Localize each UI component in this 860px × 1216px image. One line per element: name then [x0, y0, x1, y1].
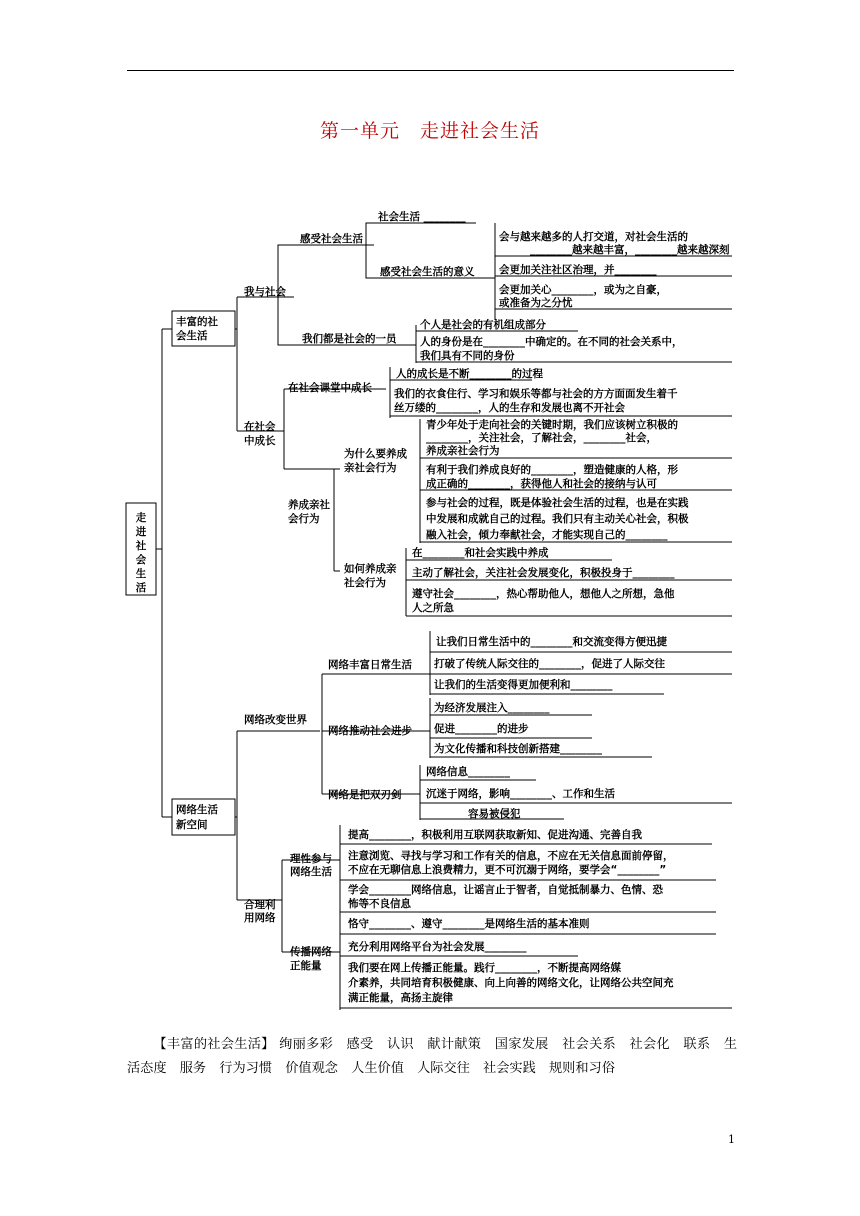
topic-label-yiyuan: 我们都是社会的一员	[302, 333, 397, 345]
chuanbo-item-2c: 满正能量，高扬主旋律	[348, 992, 453, 1004]
topic-label-fengfu: 网络丰富日常生活	[328, 659, 412, 671]
why-item-1b: ________，关注社会，了解社会，________社会，	[426, 432, 657, 444]
why-item-1a: 青少年处于走向社会的关键时期，我们应该树立积极的	[426, 419, 678, 431]
how-item-3a: 遵守社会________，热心帮助他人，想他人之所想，急他	[412, 588, 675, 600]
why-item-2a: 有利于我们养成良好的________，塑造健康的人格，形	[426, 464, 678, 476]
sub-label-heli-2: 用网络	[244, 912, 276, 924]
why-item-3a: 参与社会的过程，既是体验社会生活的过程，也是在实践	[426, 497, 689, 509]
ketang-item-2b: 丝万缕的________，人的生存和发展也离不开社会	[394, 402, 625, 414]
lixing-item-2a: 注意浏览、寻找与学习和工作有关的信息，不应在无关信息面前停留，	[348, 850, 674, 862]
branch1-label-line2: 会生活	[176, 330, 208, 342]
word-bank	[127, 1033, 737, 1081]
yiyuan-item-1: 个人是社会的有机组成部分	[420, 319, 546, 331]
why-label-1: 为什么要养成	[344, 448, 407, 460]
sub-label-zai-shehui-2: 中成长	[244, 435, 276, 447]
word-bank-label: 【丰富的社会生活】	[153, 1037, 275, 1052]
topic-label-tuidong: 网络推动社会进步	[328, 725, 412, 737]
fengfu-item-2: 打破了传统人际交往的________，促进了人际交往	[434, 658, 665, 670]
tuidong-item-2: 促进________的进步	[434, 723, 529, 735]
page-title: 第一单元 走进社会生活	[319, 120, 540, 142]
page-number: 1	[728, 1133, 735, 1146]
sub-label-heli-1: 合理利	[244, 899, 276, 911]
topic-label-yangcheng-2: 会行为	[288, 513, 320, 525]
yiyuan-item-2b: 我们具有不同的身份	[420, 350, 515, 362]
why-label-2: 亲社会行为	[344, 462, 397, 474]
chuanbo-item-2b: 介素养，共同培育积极健康、向上向善的网络文化，让网络公共空间充	[348, 977, 674, 989]
topic-label-chuanbo-1: 传播网络	[290, 946, 332, 958]
meaning-item-3a: 会更加关心________，或为之自豪，	[499, 284, 667, 296]
topic-label-yangcheng-1: 养成亲社	[288, 499, 330, 511]
how-item-2: 主动了解社会，关注社会发展变化，积极投身于________	[412, 567, 675, 579]
ketang-item-1: 人的成长是不断________的过程	[396, 368, 543, 380]
branch2-label-line2: 新空间	[176, 819, 208, 831]
chuanbo-item-1: 充分利用网络平台为社会发展________	[348, 941, 527, 953]
fengfu-item-3: 让我们的生活变得更加便利和________	[434, 679, 613, 691]
ketang-item-2a: 我们的衣食住行、学习和娱乐等都与社会的方方面面发生着千	[394, 388, 678, 400]
sub-label-gaibian: 网络改变世界	[244, 714, 307, 726]
sub-label-zai-shehui-1: 在社会	[244, 421, 276, 433]
meaning-item-3b: 或准备为之分忧	[499, 297, 573, 309]
branch1-label-line1: 丰富的社	[176, 316, 218, 328]
meaning-item-1a: 会与越来越多的人打交道，对社会生活的	[499, 231, 688, 243]
tuidong-item-1: 为经济发展注入________	[434, 702, 550, 714]
meaning-item-1b: ________越来越丰富，________越来越深刻	[530, 244, 730, 256]
fengfu-item-1: 让我们日常生活中的________和交流变得方便迅捷	[436, 636, 667, 648]
tuidong-item-3: 为文化传播和科技创新搭建________	[434, 743, 602, 755]
topic-label-ketang: 在社会课堂中成长	[288, 382, 372, 394]
word-bank-words: 绚丽多彩 感受 认识 献计献策 国家发展 社会关系 社会化 联系 生活态度 服务 行为习惯 价值观念 人生价值 人际交往 社会实践 规则和习俗	[127, 1037, 738, 1076]
root-label: 走进社会生活	[135, 512, 147, 594]
topic-label-lixing-2: 网络生活	[290, 866, 332, 878]
how-item-1: 在________和社会实践中养成	[412, 547, 549, 559]
how-item-3b: 人之所急	[412, 602, 454, 614]
shuangren-item-2: 沉迷于网络，影响________、工作和生活	[426, 788, 615, 800]
how-label-1: 如何养成亲	[344, 563, 397, 575]
why-item-1c: 养成亲社会行为	[426, 445, 500, 457]
lixing-item-2b: 不应在无聊信息上浪费精力，更不可沉溺于网络，要学会“________”	[348, 864, 667, 876]
lixing-item-4: 恪守________、遵守________是网络生活的基本准则	[348, 918, 590, 930]
node-shehui-shenghuo: 社会生活 ________	[378, 211, 466, 223]
why-item-3b: 中发展和成就自己的过程。我们只有主动关心社会，积极	[426, 513, 689, 525]
topic-label-shuangren: 网络是把双刃剑	[328, 789, 402, 801]
lixing-item-3b: 怖等不良信息	[348, 898, 411, 910]
branch2-label-line1: 网络生活	[176, 804, 218, 816]
why-item-3c: 融入社会，倾力奉献社会，才能实现自己的________	[426, 529, 668, 541]
shuangren-item-1: 网络信息________	[426, 766, 510, 778]
lixing-item-1: 提高________，积极利用互联网获取新知、促进沟通、完善自我	[348, 829, 642, 841]
topic-label-ganshou: 感受社会生活	[300, 233, 363, 245]
why-item-2b: 成正确的________，获得他人和社会的接纳与认可	[426, 478, 657, 490]
topic-label-lixing-1: 理性参与	[290, 853, 332, 865]
shuangren-item-3: ________容易被侵犯	[426, 808, 521, 820]
lixing-item-3a: 学会________网络信息，让谣言止于智者，自觉抵制暴力、色情、恐	[348, 884, 663, 896]
sub-label-wo-yu-shehui: 我与社会	[244, 286, 286, 298]
topic-label-chuanbo-2: 正能量	[290, 960, 322, 972]
topic-label-meaning: 感受社会生活的意义	[380, 266, 475, 278]
yiyuan-item-2a: 人的身份是在________中确定的。在不同的社会关系中，	[420, 336, 683, 348]
meaning-item-2: 会更加关注社区治理，并________	[499, 264, 657, 276]
how-label-2: 社会行为	[344, 577, 386, 589]
chuanbo-item-2a: 我们要在网上传播正能量。践行________，不断提高网络媒	[348, 962, 621, 974]
